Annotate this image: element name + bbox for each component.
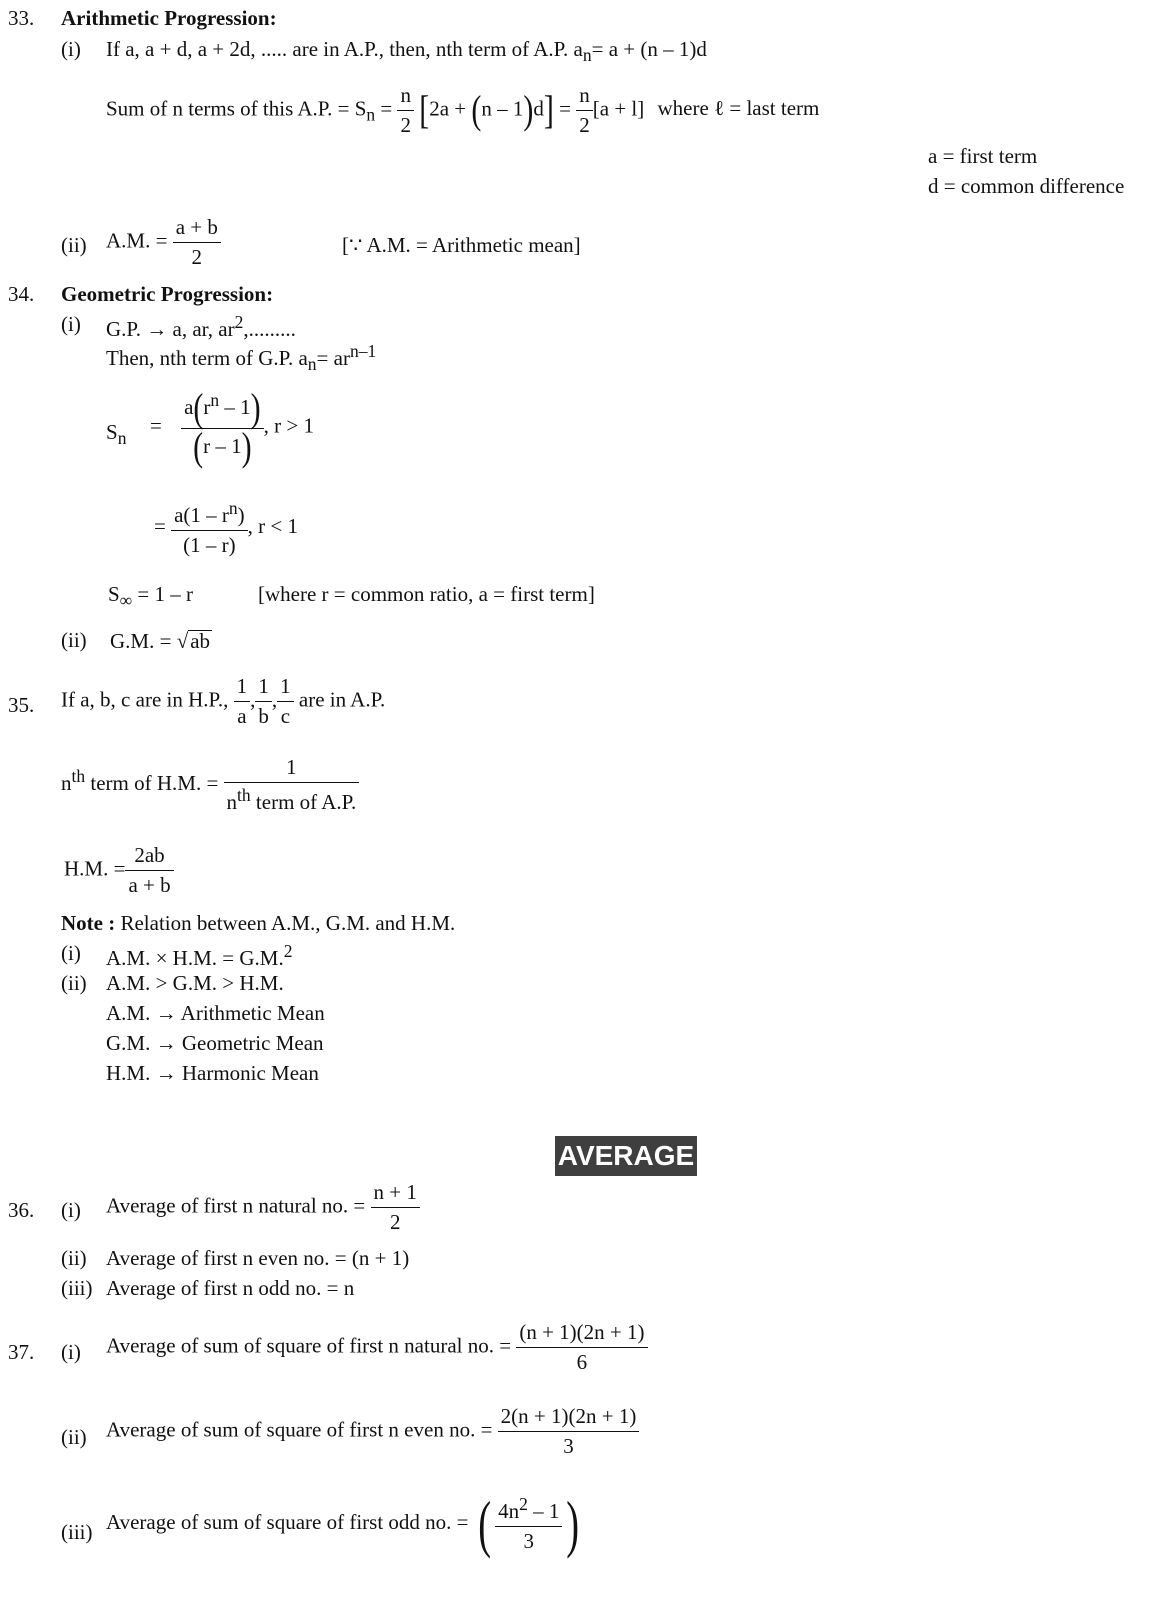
s37-iii-frac [495, 1496, 562, 1552]
s34-gm-lhs: G.M. = [110, 629, 177, 653]
s33-expr2: [a + l] [592, 96, 645, 121]
s33-note-d: d = common difference [928, 174, 1125, 198]
s34-formula1 [150, 386, 315, 470]
s36-i-num: n + 1 [371, 1182, 420, 1208]
s34-gm-formula [110, 630, 212, 652]
s35-note-text: Relation between A.M., G.M. and H.M. [115, 911, 456, 935]
s37-iii-num [495, 1496, 562, 1527]
s37-number: 37. [8, 1340, 35, 1364]
s35-hm-num: 2ab [125, 845, 173, 871]
s37-i-frac [516, 1322, 647, 1373]
s33-sum-lhs: Sum of n terms of this A.P. = S [106, 96, 367, 121]
s34-f2-num-a: a(1 – r [174, 503, 229, 527]
s36-ii-label: (ii) [61, 1246, 87, 1270]
s34-title: Geometric Progression: [61, 282, 274, 306]
s34-sinf-s: S [108, 582, 120, 606]
s37-iii-paren-close: ) [566, 1488, 580, 1559]
s36-i-formula [106, 1182, 420, 1233]
s37-iii-den: 3 [523, 1529, 534, 1553]
s37-ii-formula [106, 1406, 639, 1457]
s34-f2-num-sup: n [228, 498, 238, 518]
s33-frac2-den: 2 [579, 113, 590, 137]
s37-iii-paren-open: ( [478, 1488, 491, 1559]
s33-am-lhs: A.M. = [106, 228, 168, 253]
s33-am-num: a + b [173, 217, 221, 243]
s33-nth-tail: = a + (n – 1)d [591, 37, 707, 61]
s35-number: 35. [8, 693, 35, 717]
s33-frac2-num: n [576, 85, 593, 111]
s36-iii-text: Average of first n odd no. = n [106, 1276, 355, 1300]
s35-n2-label: (ii) [61, 971, 87, 995]
s34-then-sub: n [307, 354, 317, 375]
s33-sum-frac-den: 2 [400, 113, 411, 137]
s36-ii-text: Average of first n even no. = (n + 1) [106, 1246, 410, 1270]
s33-where: where ℓ = last term [657, 96, 820, 121]
s34-gp-sup: 2 [234, 312, 244, 332]
s33-sum-formula [106, 85, 819, 136]
s34-then-text: Then, nth term of G.P. a [106, 346, 308, 370]
s37-i-num: (n + 1)(2n + 1) [516, 1322, 647, 1348]
s34-nth-term [106, 343, 376, 374]
s33-am-frac [173, 217, 221, 268]
s37-iii-num-a: 4n [498, 1499, 520, 1523]
s35-am-def: A.M. → Arithmetic Mean [106, 1001, 325, 1025]
s34-f1-a: a [184, 395, 194, 419]
s36-i-frac [371, 1182, 420, 1233]
s34-f1-den-close: ) [241, 425, 252, 470]
s36-number: 36. [8, 1198, 35, 1222]
s34-number: 34. [8, 282, 35, 306]
s34-f1-paren-open: ( [193, 386, 204, 431]
s34-sinf-sub: ∞ [119, 590, 133, 611]
s37-i-label: (i) [61, 1340, 81, 1364]
s37-iii-num-b: – 1 [527, 1499, 560, 1523]
s34-i-label: (i) [61, 312, 81, 336]
s34-then-sup: n–1 [349, 341, 377, 361]
s34-ii-label: (ii) [61, 628, 87, 652]
s34-f2-den: (1 – r) [183, 533, 236, 557]
s33-sum-eq: = [380, 96, 393, 121]
s33-paren-open: ( [471, 87, 482, 133]
s33-sum-frac-num: n [397, 85, 414, 111]
s35-nth-frac [224, 757, 360, 813]
s37-iii-label: (iii) [61, 1520, 93, 1544]
s35-hp-text: If a, b, c are in H.P., [61, 687, 229, 712]
s36-i-text: Average of first n natural no. = [106, 1193, 366, 1218]
s35-hp-tail: are in A.P. [298, 687, 386, 712]
s37-ii-text: Average of sum of square of first n even no. = [106, 1417, 493, 1442]
s35-n2-formula: A.M. > G.M. > H.M. [106, 971, 284, 995]
s34-eq2: = [154, 513, 166, 538]
s34-f1-den-open: ( [193, 425, 204, 470]
s34-eq: = [150, 413, 162, 438]
s35-n1-text: A.M. × H.M. = G.M. [106, 946, 284, 970]
s35-n1-sup: 2 [283, 941, 293, 961]
s35-nth-den-n: n [226, 790, 238, 814]
s35-frac-a [234, 676, 251, 727]
s35-hm-formula [64, 845, 174, 896]
s33-am-formula [106, 217, 221, 268]
square-root-icon: √ [176, 629, 189, 653]
s33-nth-term [106, 39, 707, 65]
s35-frac-b-den: b [258, 704, 269, 728]
s33-sum-frac [397, 85, 414, 136]
s35-n1-formula [106, 943, 292, 969]
s35-note [61, 913, 455, 934]
s37-iii-formula [106, 1488, 584, 1559]
s34-f1-den [181, 425, 264, 470]
s37-i-text: Average of sum of square of first n natural no. = [106, 1333, 512, 1358]
s37-i-den: 6 [576, 1350, 588, 1374]
s34-f1-num [181, 386, 264, 431]
s33-sum-sub: n [366, 104, 376, 125]
s34-sinf [108, 584, 193, 610]
s35-nth-den-text: term of A.P. [250, 790, 357, 814]
s35-hm-def: H.M. → Harmonic Mean [106, 1061, 319, 1085]
s35-comma-2: , [271, 687, 278, 712]
s37-ii-frac [498, 1406, 640, 1457]
s33-paren-close: ) [523, 87, 534, 133]
s35-gm-def: G.M. → Geometric Mean [106, 1031, 324, 1055]
s36-i-den: 2 [389, 1210, 401, 1234]
s37-iii-num-sup: 2 [519, 1494, 528, 1514]
s33-am-den: 2 [191, 245, 203, 269]
s34-f2-num-b: ) [237, 503, 245, 527]
s34-f2-frac [171, 500, 248, 556]
s34-f1-r: r [203, 395, 211, 419]
s35-n1-label: (i) [61, 941, 81, 965]
s33-expr-b: n – 1 [481, 96, 524, 121]
s37-ii-label: (ii) [61, 1425, 87, 1449]
s35-hm-lhs: H.M. = [64, 856, 126, 881]
s34-f1-sup: n [210, 390, 220, 410]
s35-nth-den [224, 783, 360, 813]
s34-sn-lhs [106, 422, 126, 448]
s35-frac-c-den: c [280, 704, 291, 728]
s35-frac-c-num: 1 [277, 676, 294, 702]
s37-i-formula [106, 1322, 648, 1373]
s33-expr-c: d [533, 96, 544, 121]
s35-hm-den: a + b [128, 873, 171, 897]
s35-nth-num: 1 [224, 757, 360, 783]
s37-ii-num: 2(n + 1)(2n + 1) [498, 1406, 640, 1432]
s35-nth-sup: th [71, 765, 86, 786]
s34-sn: S [106, 420, 118, 444]
s34-f2-num [171, 500, 248, 531]
s33-nth-sub: n [582, 45, 592, 66]
s35-nth-n: n [61, 770, 72, 795]
s34-f1-cond: , r > 1 [263, 413, 315, 438]
s34-sinf-note: [where r = common ratio, a = first term] [258, 582, 595, 606]
s34-gm-radicand: ab [190, 629, 211, 653]
s35-nth-den-sup: th [237, 785, 251, 805]
s34-f1-m1: – 1 [219, 395, 251, 419]
s33-bracket-close: ] [543, 87, 554, 133]
s36-i-label: (i) [61, 1198, 81, 1222]
s33-ii-label: (ii) [61, 233, 87, 257]
s37-ii-den: 3 [563, 1434, 574, 1458]
average-heading: AVERAGE [555, 1136, 697, 1176]
s34-gp-dots: ,......... [243, 317, 296, 341]
s35-nth-hm [61, 757, 359, 813]
s34-formula2 [154, 500, 298, 556]
s35-frac-a-num: 1 [234, 676, 251, 702]
s33-title: Arithmetic Progression: [61, 6, 277, 30]
s35-frac-b-num: 1 [255, 676, 272, 702]
s34-sinf-eq: = 1 – r [137, 582, 194, 606]
s35-frac-b [255, 676, 272, 727]
s35-hm-frac [125, 845, 173, 896]
s33-note-a: a = first term [928, 144, 1038, 168]
s35-frac-a-den: a [237, 704, 247, 728]
s34-f1-frac [181, 386, 264, 470]
s34-gp-sequence [106, 314, 296, 340]
s35-frac-c [277, 676, 294, 727]
s34-sn-sub: n [117, 428, 127, 449]
s35-comma-1: , [250, 687, 256, 712]
s34-f1-paren-close: ) [250, 386, 261, 431]
s33-i-label: (i) [61, 37, 81, 61]
s34-f1-den-text: r – 1 [203, 434, 242, 458]
s34-f2-cond: , r < 1 [247, 513, 298, 538]
s37-iii-text: Average of sum of square of first odd no. = [106, 1509, 469, 1534]
s33-number: 33. [8, 6, 35, 30]
s36-iii-label: (iii) [61, 1276, 93, 1300]
s33-am-note: [∵ A.M. = Arithmetic mean] [342, 233, 581, 257]
s35-note-label: Note : [61, 911, 116, 935]
s35-nth-text: term of H.M. = [85, 770, 219, 795]
s34-then-eq: = ar [316, 346, 350, 370]
s33-bracket-open: [ [419, 87, 430, 133]
s33-frac2 [576, 85, 593, 136]
s33-expr-a: 2a + [429, 96, 472, 121]
s34-gp-seq: G.P. → a, ar, ar [106, 317, 235, 341]
s33-nth-text: If a, a + d, a + 2d, ..... are in A.P., then, nth term of A.P. a [106, 37, 583, 61]
s35-hp-statement [61, 676, 385, 727]
s33-eq2: = [559, 96, 571, 121]
